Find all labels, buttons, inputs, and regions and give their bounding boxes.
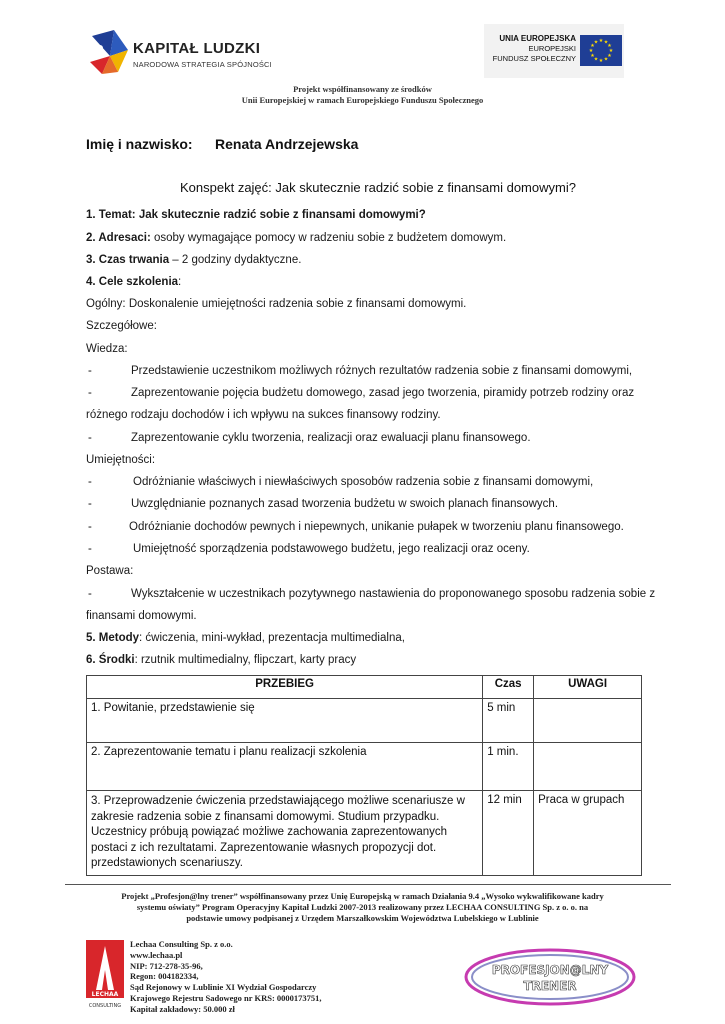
svg-text:★: ★ bbox=[590, 43, 595, 49]
adresaci-label: 2. Adresaci: bbox=[86, 232, 151, 244]
bullet-dash: - bbox=[88, 432, 92, 444]
name-label: Imię i nazwisko: bbox=[86, 136, 193, 152]
footer-line1: Projekt „Profesjon@lny trener” współfinansowany przez Unię Europejską w ramach Działania 9.4 „Wysoko wykwalifikowane kadry bbox=[121, 891, 604, 901]
section-cele bbox=[86, 276, 181, 288]
svg-text:★: ★ bbox=[607, 43, 612, 49]
kapital-ludzki-title: KAPITAŁ LUDZKI bbox=[133, 40, 261, 57]
section-temat: 1. Temat: Jak skutecznie radzić sobie z finansami domowymi? bbox=[86, 209, 426, 221]
cele-colon: : bbox=[178, 276, 182, 288]
cell-czas: 12 min bbox=[483, 791, 534, 876]
wiedza-item-2-cont: różnego rodzaju dochodów i ich wpływu na sukces finansowy rodziny. bbox=[86, 409, 441, 421]
postawa-heading: Postawa: bbox=[86, 565, 134, 577]
umiejetnosci-heading: Umiejętności: bbox=[86, 454, 156, 466]
lechaa-logo-text: LECHAA bbox=[91, 991, 119, 998]
wiedza-heading: Wiedza: bbox=[86, 343, 128, 355]
cell-uwagi bbox=[534, 699, 642, 743]
eu-flag-icon bbox=[580, 35, 622, 66]
eu-logo-text bbox=[488, 34, 576, 64]
section-czas bbox=[86, 254, 301, 266]
company-info bbox=[130, 939, 322, 1015]
table-row bbox=[87, 743, 642, 791]
company-line: Lechaa Consulting Sp. z o.o. bbox=[130, 939, 233, 949]
srodki-label: 6. Środki bbox=[86, 654, 135, 666]
svg-text:★: ★ bbox=[603, 56, 609, 63]
bullet-dash: - bbox=[88, 543, 92, 555]
trener-logo-line2: TRENER bbox=[523, 979, 577, 993]
company-line: Sąd Rejonowy w Lublinie XI Wydział Gospodarczy bbox=[130, 982, 317, 993]
section-srodki bbox=[86, 654, 356, 666]
bullet-dash: - bbox=[88, 387, 92, 399]
cofinancing-line1: Projekt współfinansowany ze środków bbox=[293, 84, 432, 94]
umiejetnosci-item-3: Odróżnianie dochodów pewnych i niepewnych, unikanie pułapek w tworzeniu planu finansowego. bbox=[129, 521, 624, 533]
svg-text:★: ★ bbox=[593, 56, 599, 63]
eu-logo bbox=[484, 24, 624, 78]
company-line: NIP: 712-278-35-96, bbox=[130, 960, 203, 971]
cell-czas: 1 min. bbox=[483, 743, 534, 791]
wiedza-item-3: Zaprezentowanie cyklu tworzenia, realizacji oraz ewaluacji planu finansowego. bbox=[131, 432, 531, 444]
svg-text:★: ★ bbox=[608, 48, 614, 54]
srodki-text: : rzutnik multimedialny, flipczart, karty pracy bbox=[134, 654, 357, 666]
header-przebieg: PRZEBIEG bbox=[87, 676, 483, 699]
footer-line2: systemu oświaty” Program Operacyjny Kapitał Ludzki 2007-2013 realizowany przez LECHAA CONSULTING Sp. z o. o. na bbox=[136, 902, 589, 912]
document-title: Konspekt zajęć: Jak skutecznie radzić sobie z finansami domowymi? bbox=[180, 180, 576, 195]
metody-label: 5. Metody bbox=[86, 632, 140, 644]
footer-line3: podstawie umowy podpisanej z Urzędem Marszałkowskim Województwa Lubelskiego w Lublinie bbox=[186, 913, 539, 923]
cell-przebieg: 2. Zaprezentowanie tematu i planu realizacji szkolenia bbox=[87, 743, 483, 791]
trener-logo-line1: PROFESJON@LNY bbox=[491, 963, 609, 977]
eu-line1: UNIA EUROPEJSKA bbox=[499, 34, 576, 43]
svg-text:★: ★ bbox=[598, 38, 604, 44]
adresaci-text: osoby wymagające pomocy w radzeniu sobie z budżetem domowym. bbox=[150, 232, 507, 244]
cell-przebieg: 1. Powitanie, przedstawienie się bbox=[87, 699, 483, 743]
wiedza-item-2: Zaprezentowanie pojęcia budżetu domowego, zasad jego tworzenia, piramidy potrzeb rodziny oraz bbox=[131, 387, 635, 399]
cell-uwagi: Praca w grupach bbox=[534, 791, 642, 876]
table-row bbox=[87, 791, 642, 876]
company-website[interactable]: www.lechaa.pl bbox=[130, 949, 183, 960]
cell-czas: 5 min bbox=[483, 699, 534, 743]
header-uwagi: UWAGI bbox=[534, 676, 642, 699]
cel-ogolny: Ogólny: Doskonalenie umiejętności radzenia sobie z finansami domowymi. bbox=[86, 298, 467, 310]
czas-label: 3. Czas trwania bbox=[86, 254, 170, 266]
svg-text:★: ★ bbox=[607, 53, 612, 59]
section-metody bbox=[86, 632, 405, 644]
umiejetnosci-item-1: Odróżnianie właściwych i niewłaściwych sposobów radzenia sobie z finansami domowymi, bbox=[133, 476, 594, 488]
bullet-dash: - bbox=[88, 365, 92, 377]
section-adresaci bbox=[86, 232, 506, 244]
lechaa-logo bbox=[86, 940, 124, 1010]
cell-uwagi bbox=[534, 743, 642, 791]
eu-line3: FUNDUSZ SPOŁECZNY bbox=[492, 54, 576, 63]
przebieg-table bbox=[86, 675, 642, 876]
eu-line2: EUROPEJSKI bbox=[528, 44, 576, 53]
header-czas: Czas bbox=[483, 676, 534, 699]
cell-przebieg: 3. Przeprowadzenie ćwiczenia przedstawiającego możliwe scenariusze w zakresie radzenia sobie z finansami domowymi. Studium przypadku. Uczestnicy próbują powiązać możliwe zachowania zaprezentowanych postaci z ich rezultatami. Zaprezentowanie własnych propozycji dot. przedstawionych scenariuszy. bbox=[87, 791, 483, 876]
postawa-item-1: Wykształcenie w uczestnikach pozytywnego nastawienia do proponowanego sposobu radzenia sobie z bbox=[131, 588, 656, 600]
umiejetnosci-item-2: Uwzględnianie poznanych zasad tworzenia budżetu w swoich planach finansowych. bbox=[131, 498, 559, 510]
metody-text: : ćwiczenia, mini-wykład, prezentacja multimedialna, bbox=[139, 632, 405, 644]
cele-label: 4. Cele szkolenia bbox=[86, 276, 179, 288]
svg-text:★: ★ bbox=[593, 39, 599, 46]
wiedza-item-1: Przedstawienie uczestnikom możliwych różnych rezultatów radzenia sobie z finansami domowymi, bbox=[131, 365, 633, 377]
lechaa-logo-icon bbox=[86, 940, 124, 1010]
bullet-dash: - bbox=[88, 588, 92, 600]
cofinancing-line2: Unii Europejskiej w ramach Europejskiego Funduszu Społecznego bbox=[241, 95, 484, 105]
profesjonalny-trener-logo bbox=[462, 947, 638, 1007]
person-name: Renata Andrzejewska bbox=[215, 136, 359, 152]
table-row bbox=[87, 699, 642, 743]
company-line: Regon: 004182334, bbox=[130, 971, 199, 982]
postawa-item-1-cont: finansami domowymi. bbox=[86, 610, 197, 622]
svg-text:★: ★ bbox=[603, 39, 609, 46]
umiejetnosci-item-4: Umiejętność sporządzenia podstawowego budżetu, jego realizacji oraz oceny. bbox=[133, 543, 530, 555]
szczegolowe-heading: Szczegółowe: bbox=[86, 320, 157, 332]
svg-text:★: ★ bbox=[588, 48, 594, 54]
bullet-dash: - bbox=[88, 476, 92, 488]
table-header-row bbox=[87, 676, 642, 699]
kapital-ludzki-subtitle: NARODOWA STRATEGIA SPÓJNOŚCI bbox=[133, 60, 272, 69]
company-line: Krajowego Rejestru Sadowego nr KRS: 0000173751, bbox=[130, 992, 322, 1003]
lechaa-logo-sub: CONSULTING bbox=[88, 1003, 122, 1009]
svg-text:★: ★ bbox=[598, 58, 604, 64]
svg-text:★: ★ bbox=[590, 53, 595, 59]
bullet-dash: - bbox=[88, 498, 92, 510]
bullet-dash: - bbox=[88, 521, 92, 533]
czas-text: – 2 godziny dydaktyczne. bbox=[169, 254, 302, 266]
kapital-ludzki-emblem-icon bbox=[88, 26, 132, 80]
company-line: Kapitał zakładowy: 50.000 zł bbox=[130, 1003, 235, 1014]
footer-divider bbox=[65, 884, 671, 885]
